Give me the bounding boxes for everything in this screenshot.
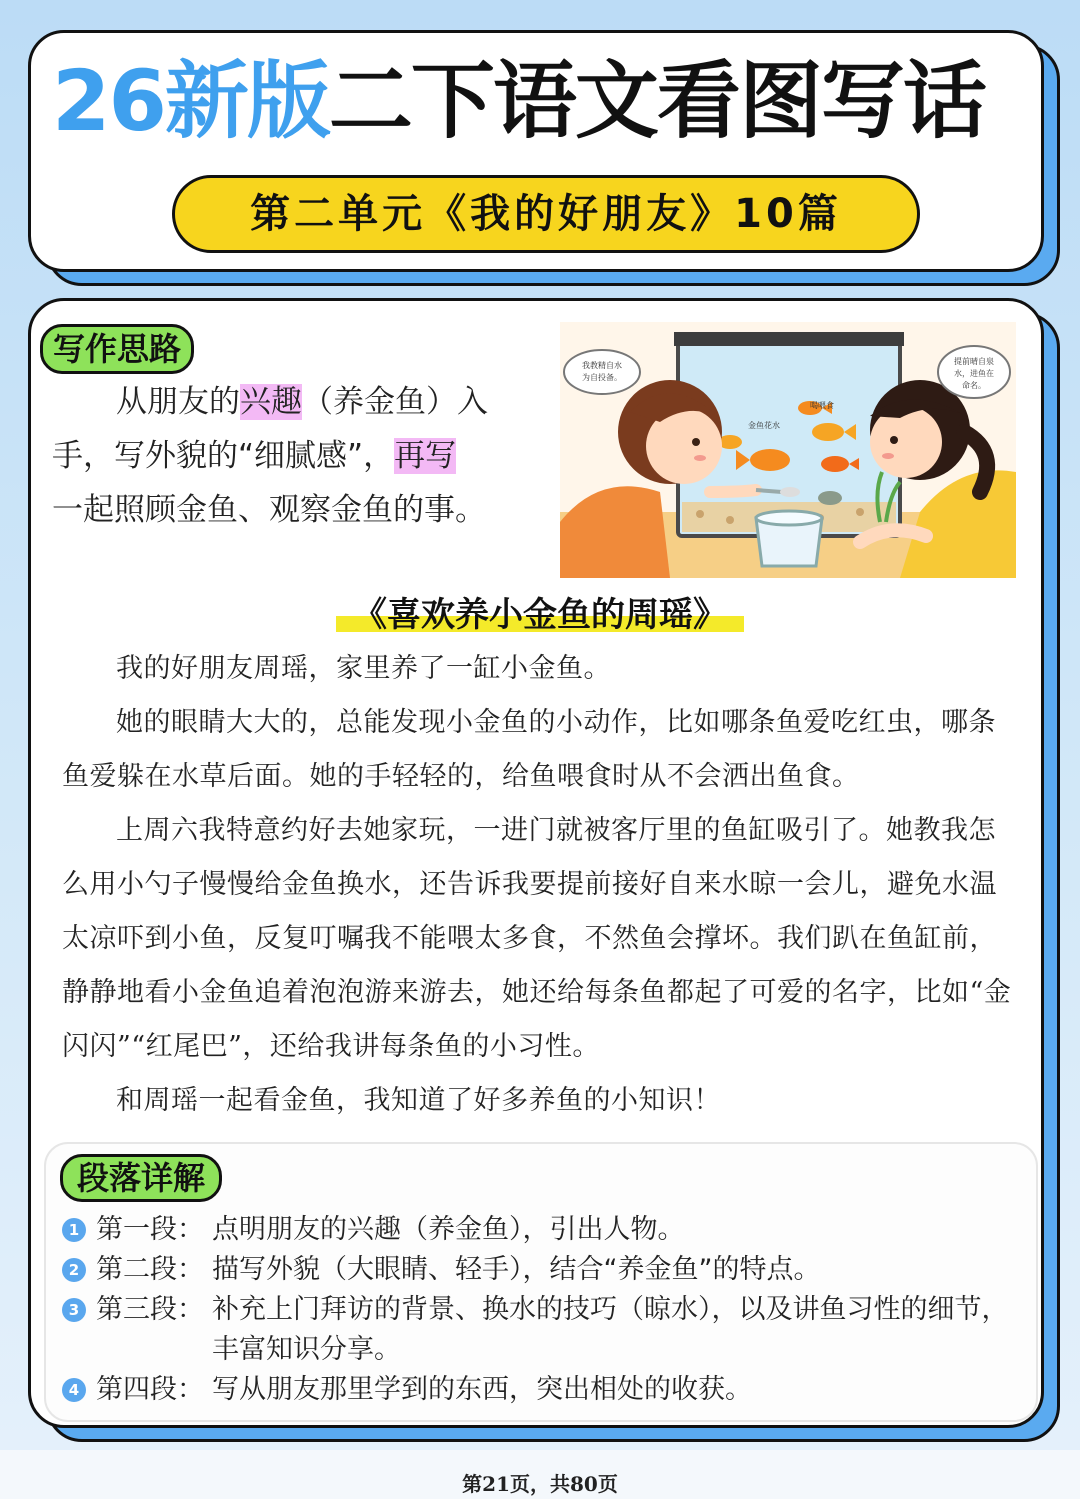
essay-paragraph: 我的好朋友周瑶，家里养了一缸小金鱼。 xyxy=(116,653,611,684)
essay-paragraph: 上周六我特意约好去她家玩，一进门就被客厅里的鱼缸吸引了。她教我怎么用小勺子慢慢给金鱼换水，还告诉我要提前接好自来水晾一会儿，避免水温太凉吓到小鱼，反复叮嘱我不能喂太多食，不然鱼会撑坏。我们趴在鱼缸前，静静地看小金鱼追着泡泡游来游去，她还给每条鱼都起了可爱的名字，比如“金闪闪”“红尾巴”，还给我讲每条鱼的小习性。 xyxy=(62,815,1012,1062)
item-label: 第二段： xyxy=(96,1254,204,1285)
number-badge-4: 4 xyxy=(62,1378,86,1402)
idea-highlight-then: 再写 xyxy=(394,438,457,474)
svg-text:命名。: 命名。 xyxy=(962,381,986,390)
idea-line1-pre: 从朋友的 xyxy=(116,384,240,420)
speech-bubble-left xyxy=(564,350,640,394)
list-item xyxy=(62,1250,1022,1290)
svg-text:提前晴自泉: 提前晴自泉 xyxy=(954,357,994,366)
essay-body xyxy=(62,642,1018,1128)
paragraph-detail-tag: 段落详解 xyxy=(60,1154,222,1202)
item-text: 点明朋友的兴趣（养金鱼），引出人物。 xyxy=(212,1214,685,1245)
essay-title: 《喜欢养小金鱼的周瑶》 xyxy=(330,590,750,640)
item-text: 写从朋友那里学到的东西，突出相处的收获。 xyxy=(212,1374,752,1405)
idea-line3: 一起照顾金鱼、观察金鱼的事。 xyxy=(52,492,486,528)
goldfish-illustration xyxy=(560,322,1016,578)
idea-line1-post: （养金鱼）入 xyxy=(302,384,488,420)
list-item xyxy=(62,1370,1022,1410)
item-label: 第一段： xyxy=(96,1214,204,1245)
svg-text:我教精自水: 我教精自水 xyxy=(582,361,622,370)
number-badge-1: 1 xyxy=(62,1218,86,1242)
subtitle-badge: 第二单元《我的好朋友》10篇 xyxy=(172,175,920,253)
list-item xyxy=(62,1210,1022,1250)
item-label: 第三段： xyxy=(96,1294,204,1325)
list-item xyxy=(62,1290,1022,1370)
item-text: 描写外貌（大眼睛、轻手），结合“养金鱼”的特点。 xyxy=(212,1254,821,1285)
item-text: 补充上门拜访的背景、换水的技巧（晾水），以及讲鱼习性的细节，丰富知识分享。 xyxy=(212,1294,1009,1365)
svg-text:金鱼花水: 金鱼花水 xyxy=(748,421,780,430)
number-badge-3: 3 xyxy=(62,1298,86,1322)
paragraph-detail-list xyxy=(62,1210,1022,1410)
page-number: 第21页，共80页 xyxy=(462,1472,618,1496)
svg-text:为自投备。: 为自投备。 xyxy=(582,373,622,382)
idea-line2-pre: 手，写外貌的“细腻感”， xyxy=(52,438,395,474)
title-main: 二下语文看图写话 xyxy=(328,52,985,150)
title-accent: 26新版 xyxy=(52,52,329,150)
essay-paragraph: 她的眼睛大大的，总能发现小金鱼的小动作，比如哪条鱼爱吃红虫，哪条鱼爱躲在水草后面。她的手轻轻的，给鱼喂食时从不会洒出鱼食。 xyxy=(62,707,996,792)
svg-text:水，进鱼在: 水，进鱼在 xyxy=(954,369,994,378)
item-label: 第四段： xyxy=(96,1374,204,1405)
writing-idea-tag: 写作思路 xyxy=(40,324,194,374)
essay-paragraph: 和周瑶一起看金鱼，我知道了好多养鱼的小知识！ xyxy=(116,1085,721,1116)
svg-text:喝喂食: 喝喂食 xyxy=(810,401,834,410)
page-title xyxy=(52,46,1032,156)
number-badge-2: 2 xyxy=(62,1258,86,1282)
idea-highlight-interest: 兴趣 xyxy=(240,384,302,420)
writing-idea-text xyxy=(52,375,532,537)
